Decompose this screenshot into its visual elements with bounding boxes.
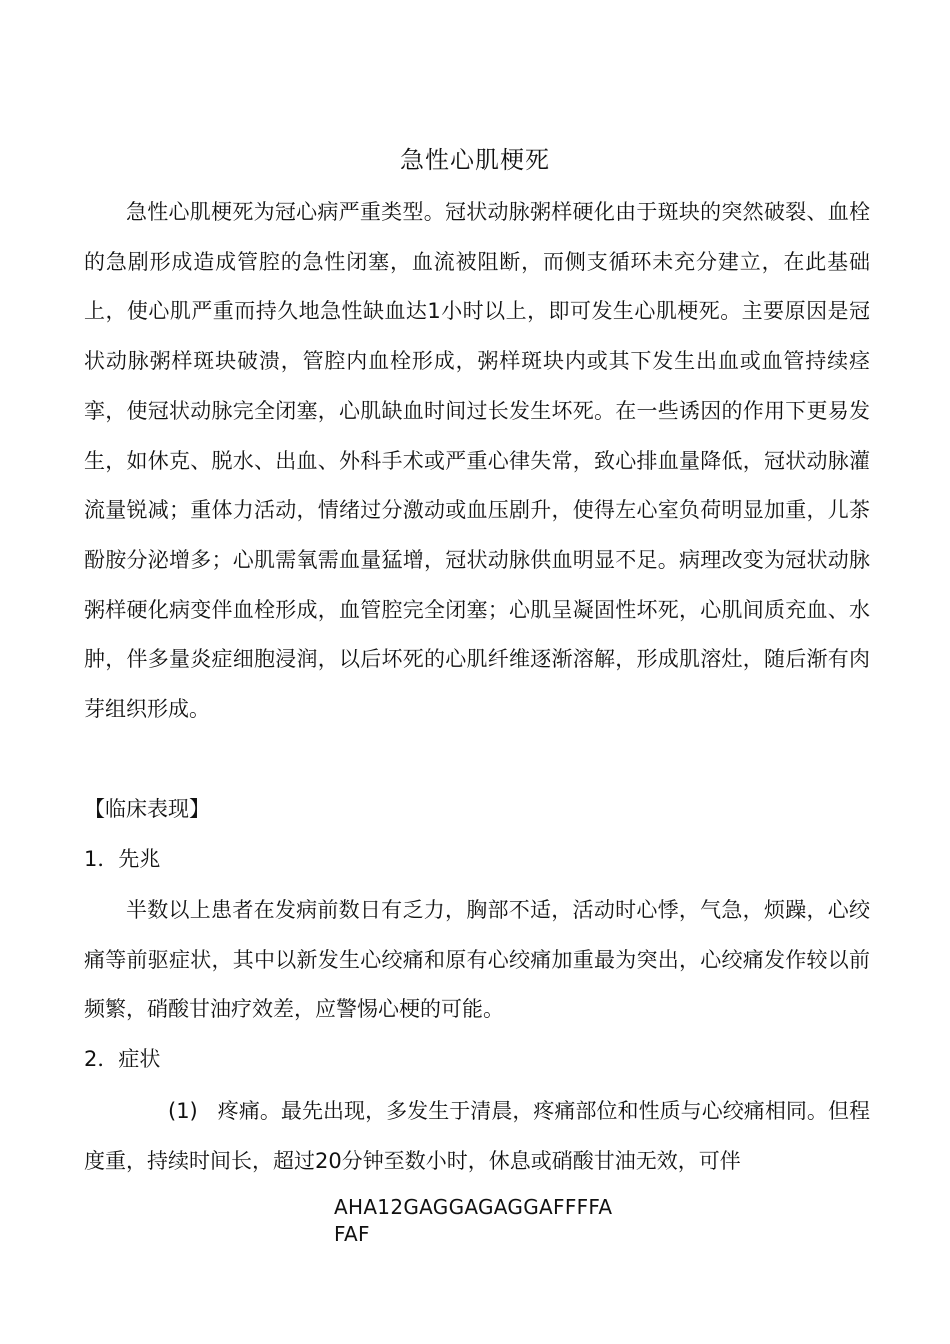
footer-code: AHA12GAGGAGAGGAFFFFAFAF [334,1195,613,1246]
section-heading-clinical: 【临床表现】 [84,797,210,821]
pain-paragraph [84,1087,870,1186]
intro-paragraph: 急性心肌梗死为冠心病严重类型。冠状动脉粥样硬化由于斑块的突然破裂、血栓的急剧形成造成管腔的急性闭塞，血流被阻断，而侧支循环未充分建立，在此基础上，使心肌严重而持久地急性缺血达1小时以上，即可发生心肌梗死。主要原因是冠状动脉粥样斑块破溃，管腔内血栓形成，粥样斑块内或其下发生出血或血管持续痉挛，使冠状动脉完全闭塞，心肌缺血时间过长发生坏死。在一些诱因的作用下更易发生，如休克、脱水、出血、外科手术或严重心律失常，致心排血量降低，冠状动脉灌流量锐减；重体力活动，情绪过分激动或血压剧升，使得左心室负荷明显加重，儿茶酚胺分泌增多；心肌需氧需血量猛增，冠状动脉供血明显不足。病理改变为冠状动脉粥样硬化病变伴血栓形成，血管腔完全闭塞；心肌呈凝固性坏死，心肌间质充血、水肿，伴多量炎症细胞浸润，以后坏死的心肌纤维逐渐溶解，形成肌溶灶，随后渐有肉芽组织形成。 [84,200,870,722]
prodrome-paragraph: 半数以上患者在发病前数日有乏力，胸部不适，活动时心悸，气急，烦躁，心绞痛等前驱症状，其中以新发生心绞痛和原有心绞痛加重最为突出，心绞痛发作较以前频繁，硝酸甘油疗效差，应警惕心梗的可能。 [84,898,870,1022]
subheading-symptoms: 2．症状 [84,1047,161,1071]
subheading-prodrome: 1．先兆 [84,847,161,871]
pain-paragraph-text: 疼痛。最先出现，多发生于清晨，疼痛部位和性质与心绞痛相同。但程度重，持续时间长，超过20分钟至数小时，休息或硝酸甘油无效，可伴 [84,1099,870,1173]
document-title: 急性心肌梗死 [400,146,550,174]
item-number-label: (1) [168,1099,198,1123]
